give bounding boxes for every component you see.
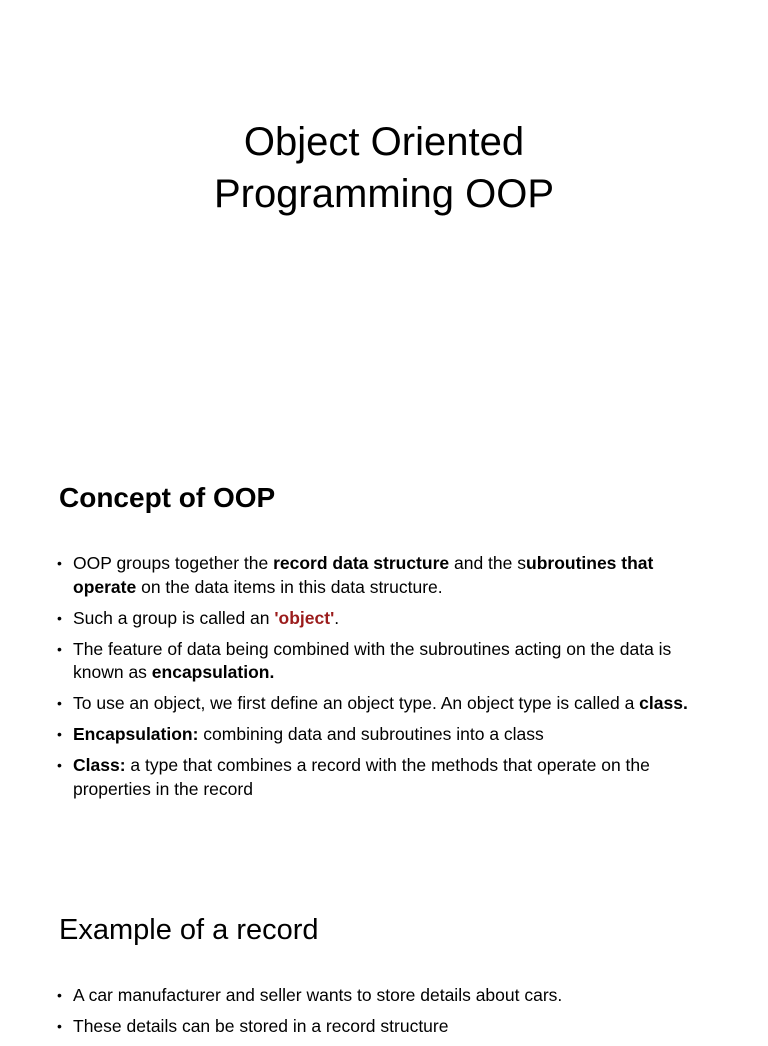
bullet-bold-text: Class: — [73, 755, 126, 775]
record-example-slide — [0, 864, 768, 1036]
title-line-1: Object Oriented — [243, 120, 525, 164]
bullet-text: a type that combines a record with the methods that operate on the properties in the record — [73, 755, 650, 799]
bullet-item — [57, 607, 717, 631]
title-slide — [0, 0, 768, 432]
bullet-text: combining data and subroutines into a class — [198, 724, 544, 744]
bullet-bold-text: Encapsulation: — [73, 724, 199, 744]
bullet-item — [57, 723, 717, 747]
bullet-dot-icon: • — [57, 987, 62, 1003]
concept-bullet-list — [57, 552, 717, 809]
bullet-dot-icon: • — [57, 757, 62, 773]
bullet-text: The feature of data being combined with the subroutines acting on the data is known as — [73, 638, 672, 682]
bullet-item — [57, 638, 717, 685]
bullet-bold-text: ubroutines that operate — [73, 553, 654, 597]
bullet-text: OOP groups together the — [73, 553, 274, 573]
bullet-dot-icon: • — [57, 1018, 62, 1034]
bullet-dot-icon: • — [57, 609, 62, 626]
bullet-item — [57, 552, 717, 599]
bullet-item — [57, 984, 717, 1008]
bullet-text: A car manufacturer and seller wants to store details about cars. — [73, 985, 563, 1005]
slide-title — [0, 116, 768, 220]
concept-slide — [0, 432, 768, 864]
bullet-text: on the data items in this data structure. — [136, 576, 443, 597]
bullet-text: Such a group is called an — [73, 607, 275, 628]
bullet-text: These details can be stored in a record structure — [73, 1016, 449, 1036]
concept-heading: Concept of OOP — [59, 482, 276, 513]
bullet-bold-text: encapsulation. — [151, 662, 275, 682]
bullet-item — [57, 692, 717, 716]
bullet-dot-icon: • — [57, 726, 62, 742]
bullet-dot-icon: • — [57, 640, 62, 657]
bullet-dot-icon: • — [57, 695, 62, 711]
bullet-text: . — [334, 607, 340, 628]
bullet-text: and the s — [449, 553, 526, 573]
bullet-item — [57, 1015, 717, 1039]
record-bullet-list — [57, 984, 717, 1046]
bullet-bold-text: record data structure — [273, 553, 450, 573]
record-example-heading: Example of a record — [59, 914, 319, 946]
title-line-2: Programming OOP — [213, 172, 555, 216]
bullet-text: To use an object, we first define an object type. An object type is called a — [73, 693, 640, 713]
bullet-item — [57, 754, 717, 801]
bullet-dot-icon: • — [57, 555, 62, 571]
bullet-bold-text: class. — [639, 693, 688, 713]
bullet-highlight-text: 'object' — [274, 607, 335, 628]
